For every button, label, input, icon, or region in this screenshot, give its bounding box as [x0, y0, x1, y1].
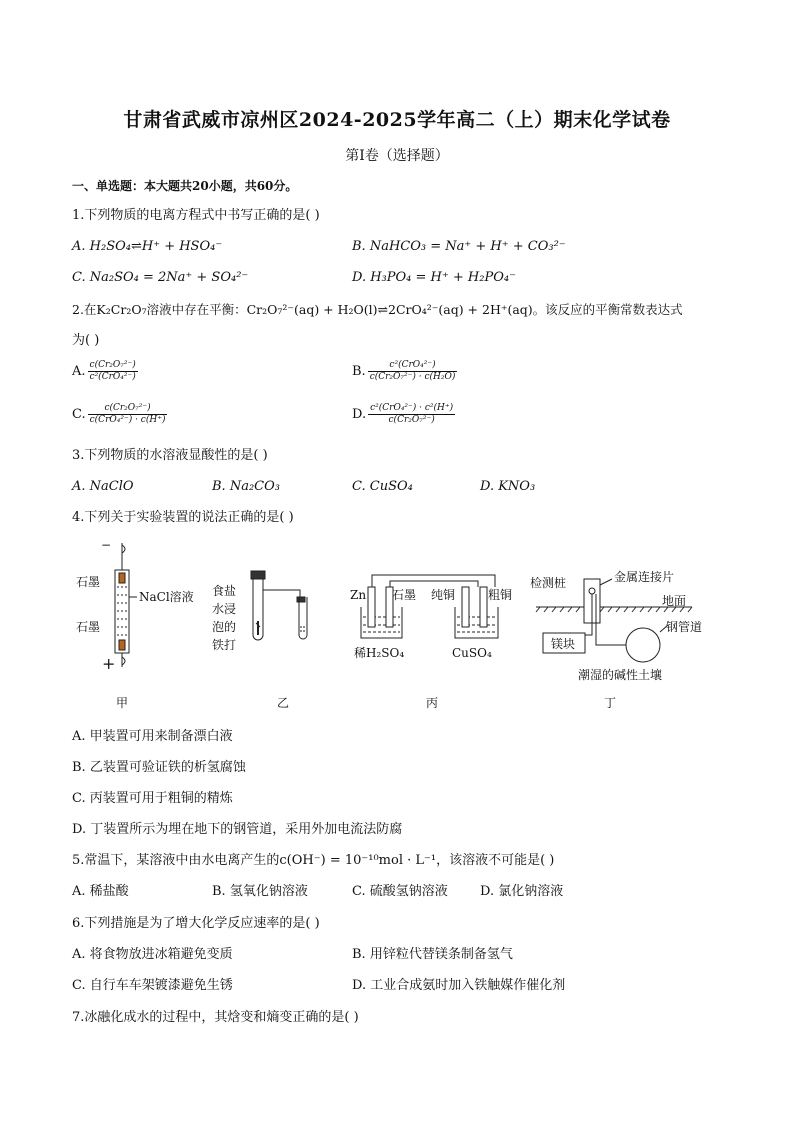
q1-option-a: A. H₂SO₄⇌H⁺ + HSO₄⁻	[72, 239, 223, 254]
q6-option-b: B. 用锌粒代替镁条制备氢气	[352, 947, 513, 962]
q2-option-b: B. $\frac{\text{c²(CrO₄²⁻)}}{\text{c(Cr₂O₇²⁻) · c(H₂O)}}$	[352, 360, 456, 382]
question-3-stem: 3.下列物质的水溶液显酸性的是( )	[72, 448, 268, 463]
apparatus-jia	[115, 543, 137, 667]
jia-plus-label: +	[102, 654, 116, 673]
jia-minus-label: −	[101, 538, 112, 552]
ding-metal-label: 金属连接片	[614, 570, 675, 584]
yi-label-2: 水浸	[212, 602, 237, 616]
q5-option-b: B. 氢氧化钠溶液	[212, 884, 308, 899]
q2-option-c: C. $\frac{\text{c(Cr₂O₇²⁻)}}{\text{c(CrO₄²⁻) · c(H⁺)}}$	[72, 403, 166, 425]
q3-option-a: A. NaClO	[72, 479, 134, 494]
ding-pipe-label: 钢管道	[666, 620, 703, 634]
question-7-stem: 7.冰融化成水的过程中，其焓变和熵变正确的是( )	[72, 1010, 359, 1025]
question-2-stem: 2.在K₂Cr₂O₇溶液中存在平衡：Cr₂O₇²⁻(aq) + H₂O(l)⇌2CrO₄²⁻(aq) + 2H⁺(aq)。该反应的平衡常数表达式	[72, 302, 683, 317]
question-2-stem-cont: 为( )	[72, 333, 100, 348]
q4-option-c: C. 丙装置可用于粗铜的精炼	[72, 791, 233, 806]
ding-soil-label: 潮湿的碱性土壤	[578, 668, 663, 682]
q6-option-a: A. 将食物放进冰箱避免变质	[72, 947, 233, 962]
question-6-stem: 6.下列措施是为了增大化学反应速率的是( )	[72, 916, 320, 931]
q6-option-c: C. 自行车车架镀漆避免生锈	[72, 978, 233, 993]
q4-option-a: A. 甲装置可用来制备漂白液	[72, 729, 233, 744]
volume-heading: 第I卷（选择题）	[345, 148, 449, 164]
caption-bing: 丙	[426, 696, 439, 710]
q2-option-d: D. $\frac{\text{c²(CrO₄²⁻) · c²(H⁺)}}{\text{c(Cr₂O₇²⁻)}}$	[352, 403, 454, 425]
bing-crude-cu-label: 粗铜	[488, 588, 513, 602]
jia-graphite-top-label: 石墨	[76, 575, 101, 589]
jia-graphite-bottom-label: 石墨	[76, 620, 101, 634]
jia-solution-label: NaCl溶液	[139, 590, 194, 604]
apparatus-yi	[251, 571, 307, 640]
section-heading: 一、单选题：本大题共20小题，共60分。	[72, 179, 298, 193]
q1-option-c: C. Na₂SO₄ = 2Na⁺ + SO₄²⁻	[72, 270, 249, 285]
ding-mg-label: 镁块	[551, 637, 576, 651]
q6-option-d: D. 工业合成氨时加入铁触媒作催化剂	[352, 978, 566, 993]
q5-option-a: A. 稀盐酸	[72, 884, 129, 899]
question-4-stem: 4.下列关于实验装置的说法正确的是( )	[72, 510, 294, 525]
q1-option-b: B. NaHCO₃ = Na⁺ + H⁺ + CO₃²⁻	[352, 239, 566, 254]
bing-pure-cu-label: 纯铜	[431, 588, 456, 602]
bing-zn-label: Zn	[350, 588, 367, 602]
q5-option-c: C. 硫酸氢钠溶液	[352, 884, 448, 899]
ding-pile-label: 检测桩	[530, 576, 567, 590]
q2-option-a: A. $\frac{\text{c(Cr₂O₇²⁻)}}{\text{c²(CrO₄²⁻)}}$	[72, 360, 136, 382]
q5-option-d: D. 氯化钠溶液	[480, 884, 564, 899]
caption-yi: 乙	[277, 696, 290, 710]
bing-cuso4-label: CuSO₄	[452, 646, 492, 660]
yi-label-3: 泡的	[212, 620, 237, 634]
q3-option-c: C. CuSO₄	[352, 479, 413, 494]
caption-jia: 甲	[116, 696, 129, 710]
yi-label-1: 食盐	[212, 584, 237, 598]
q4-option-b: B. 乙装置可验证铁的析氢腐蚀	[72, 760, 246, 775]
ding-ground-label: 地面	[662, 594, 687, 608]
q1-option-d: D. H₃PO₄ = H⁺ + H₂PO₄⁻	[352, 270, 516, 285]
q4-apparatus-figure	[0, 535, 794, 715]
question-1-stem: 1.下列物质的电离方程式中书写正确的是( )	[72, 208, 320, 223]
bing-h2so4-label: 稀H₂SO₄	[354, 646, 405, 660]
q3-option-d: D. KNO₃	[480, 479, 536, 494]
q4-option-d: D. 丁装置所示为埋在地下的钢管道，采用外加电流法防腐	[72, 822, 403, 837]
q3-option-b: B. Na₂CO₃	[212, 479, 280, 494]
exam-title: 甘肃省武威市凉州区2024-2025学年高二（上）期末化学试卷	[123, 109, 671, 131]
yi-label-4: 铁打	[212, 638, 237, 652]
apparatus-bing	[361, 575, 498, 638]
question-5-stem: 5.常温下，某溶液中由水电离产生的c(OH⁻) = 10⁻¹⁰mol · L⁻¹，该溶液不可能是( )	[72, 853, 555, 868]
bing-graphite-label: 石墨	[392, 588, 417, 602]
caption-ding: 丁	[604, 696, 617, 710]
